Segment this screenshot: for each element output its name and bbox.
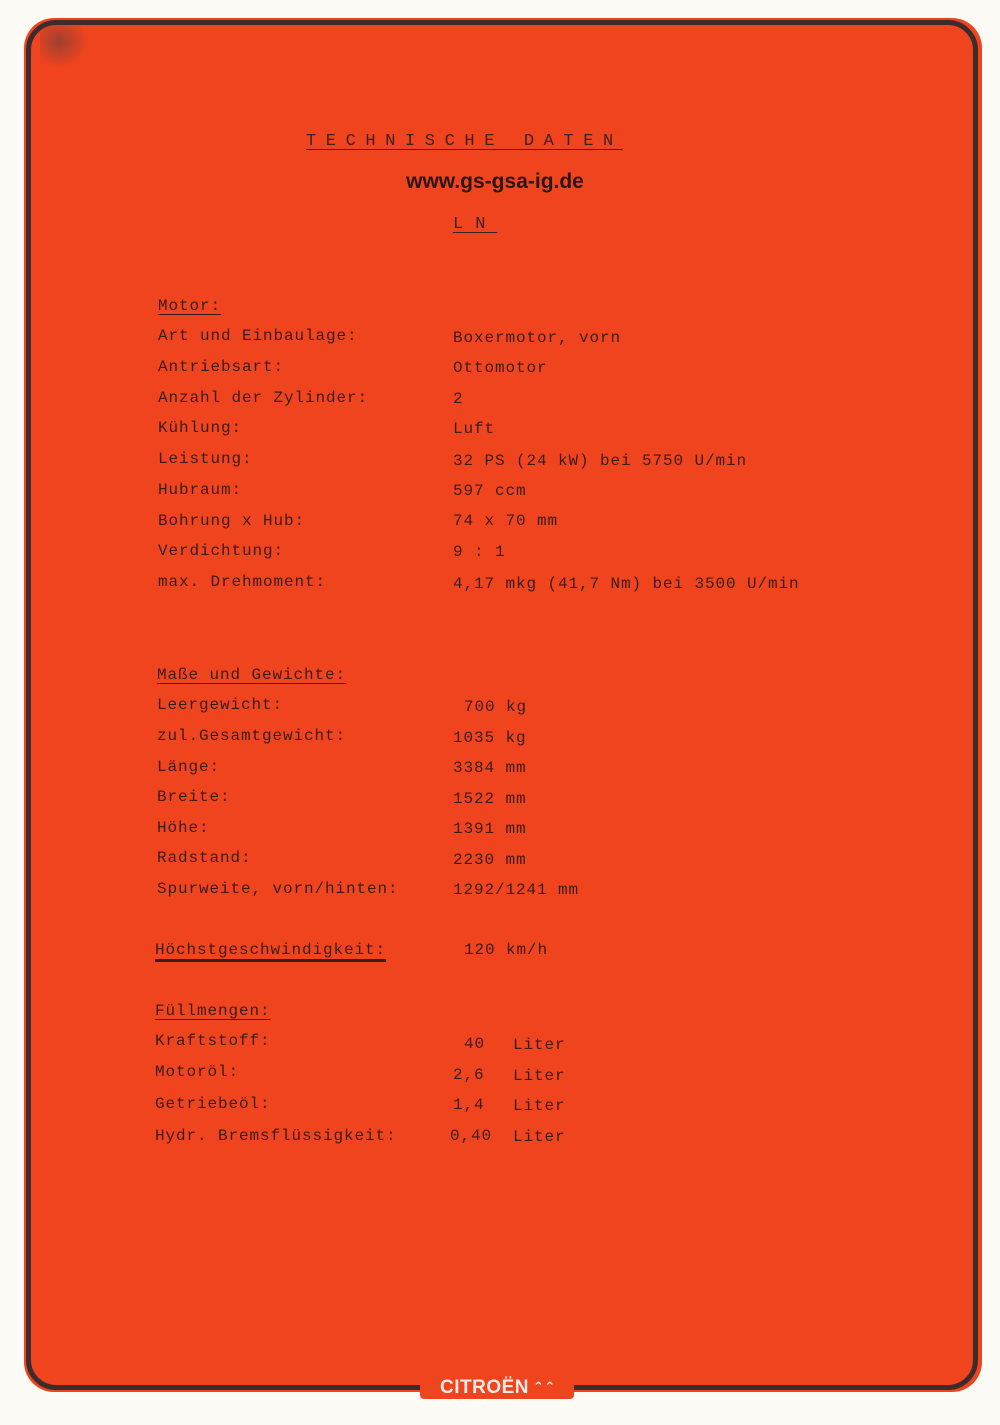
speed-heading: Höchstgeschwindigkeit: [155, 941, 387, 959]
citroen-logo [440, 1377, 556, 1399]
spec-value: 1391 mm [453, 820, 527, 838]
spec-unit: Liter [513, 1097, 566, 1115]
spec-value: 32 PS (24 kW) bei 5750 U/min [453, 452, 748, 470]
spec-value: 4,17 mkg (41,7 Nm) bei 3500 U/min [453, 575, 800, 593]
spec-label: Hubraum: [158, 481, 243, 499]
spec-value: 2 [453, 390, 464, 408]
spec-unit: Liter [513, 1067, 566, 1085]
masse-heading: Maße und Gewichte: [157, 666, 347, 684]
spec-label: Breite: [157, 788, 231, 806]
spec-value: 2,6 [453, 1066, 485, 1084]
double-chevron-icon: ⌃⌃ [533, 1379, 556, 1394]
speed-value: 120 km/h [464, 941, 549, 959]
spec-value: 1522 mm [453, 790, 527, 808]
spec-value: 40 [464, 1035, 486, 1053]
spec-label: Kühlung: [158, 419, 243, 437]
spec-value: 3384 mm [453, 759, 527, 777]
fuell-heading: Füllmengen: [155, 1002, 271, 1020]
spec-label: Hydr. Bremsflüssigkeit: [155, 1127, 397, 1145]
model-name: LN [453, 215, 498, 234]
spec-value: 1,4 [453, 1096, 485, 1114]
motor-heading: Motor: [158, 297, 222, 315]
spec-label: Art und Einbaulage: [158, 327, 358, 345]
spec-label: Getriebeöl: [155, 1095, 271, 1113]
spec-label: Antriebsart: [158, 358, 285, 376]
spec-value: 0,40 [450, 1127, 493, 1145]
spec-label: zul.Gesamtgewicht: [157, 727, 347, 745]
spec-value: 1292/1241 mm [453, 881, 580, 899]
spec-label: Länge: [157, 758, 221, 776]
spec-value: 9 : 1 [453, 543, 506, 561]
spec-label: Leergewicht: [157, 696, 284, 714]
website-url: www.gs-gsa-ig.de [406, 170, 584, 193]
spec-value: 74 x 70 mm [453, 512, 559, 530]
spec-label: Höhe: [157, 819, 210, 837]
spec-label: Radstand: [157, 849, 252, 867]
spec-label: Bohrung x Hub: [158, 512, 306, 530]
spec-unit: Liter [513, 1036, 566, 1054]
brand-name: CITROËN [440, 1377, 529, 1398]
spec-value: 1035 kg [453, 729, 527, 747]
page-title: TECHNISCHE DATEN [306, 132, 623, 151]
spec-label: Motoröl: [155, 1063, 240, 1081]
spec-value: 700 kg [464, 698, 528, 716]
spec-label: Anzahl der Zylinder: [158, 389, 369, 407]
spec-value: Ottomotor [453, 359, 548, 377]
spec-label: Spurweite, vorn/hinten: [157, 880, 399, 898]
spec-label: max. Drehmoment: [158, 573, 327, 591]
spec-label: Leistung: [158, 450, 253, 468]
spec-value: 2230 mm [453, 851, 527, 869]
spec-value: 597 ccm [453, 482, 527, 500]
spec-label: Kraftstoff: [155, 1032, 271, 1050]
spec-label: Verdichtung: [158, 542, 285, 560]
spec-unit: Liter [513, 1128, 566, 1146]
spec-value: Boxermotor, vorn [453, 329, 622, 347]
spec-value: Luft [453, 420, 496, 438]
